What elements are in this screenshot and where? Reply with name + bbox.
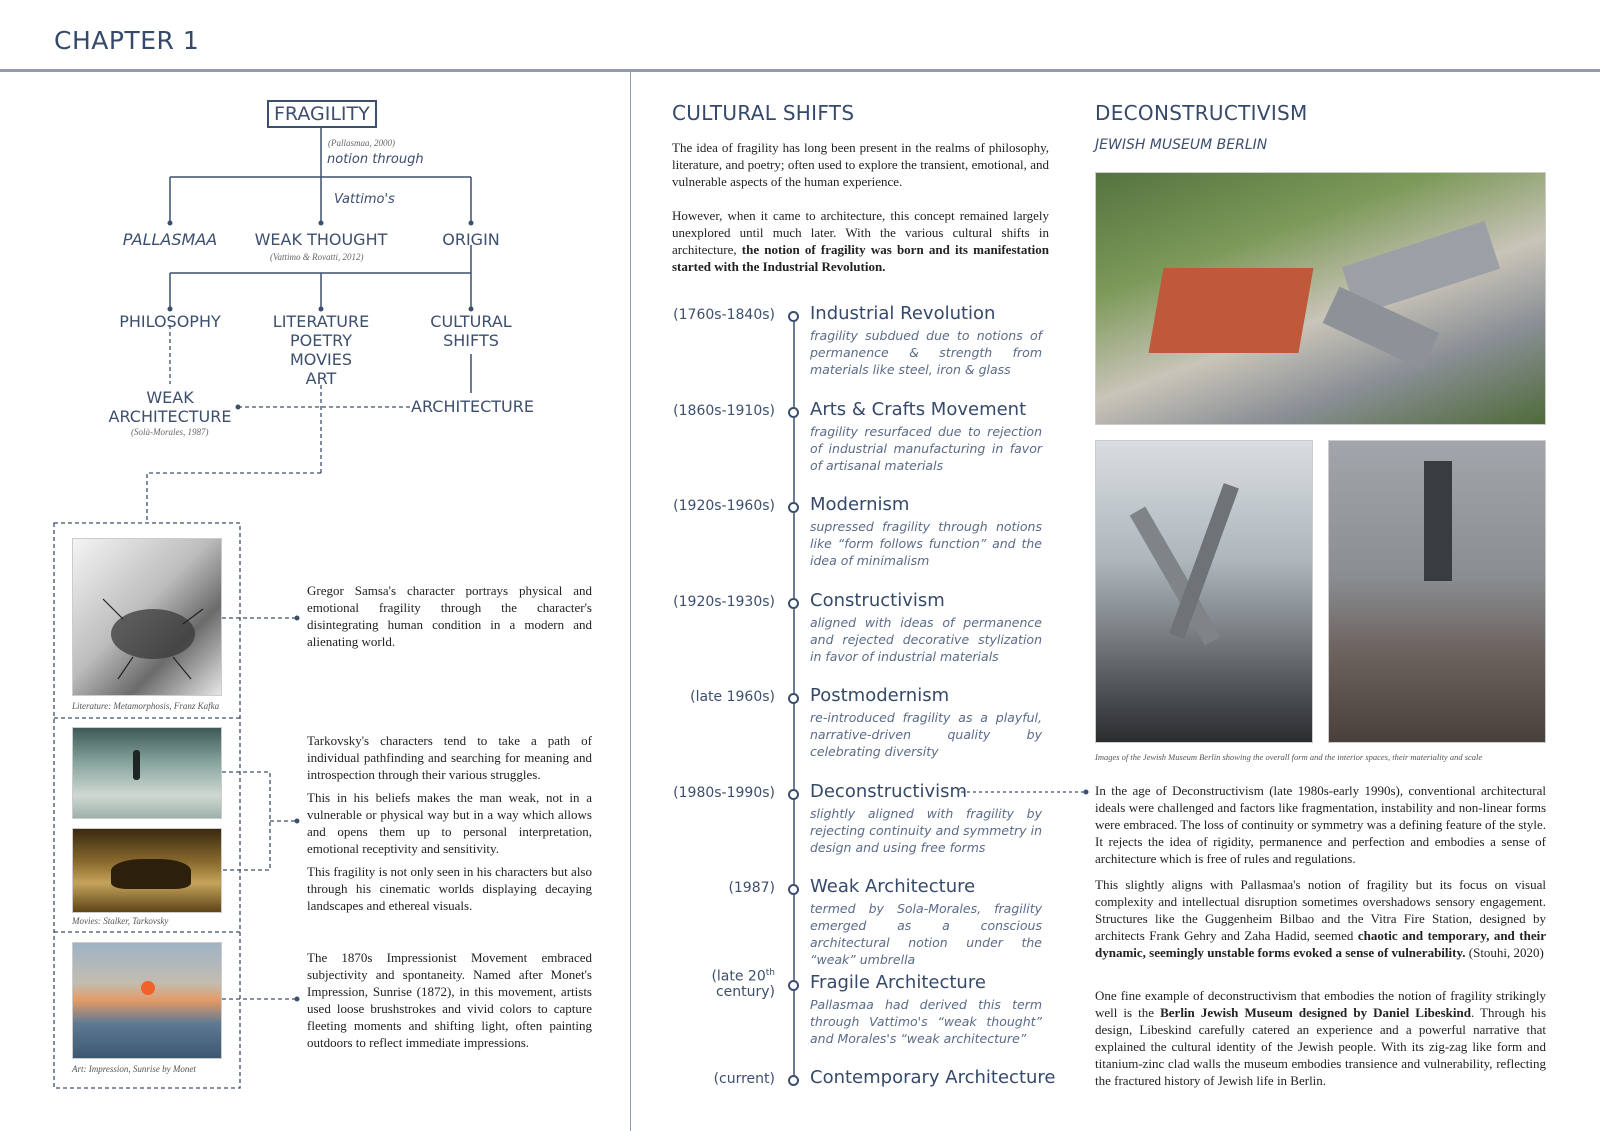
stalker-still-fog-image (72, 727, 222, 819)
timeline-description: fragility subdued due to notions of permanence & strength from materials like steel, iron & glass (810, 328, 1042, 377)
example-caption-stalker: Movies: Stalker, Tarkovsky (72, 916, 169, 926)
timeline-title: Industrial Revolution (810, 303, 996, 324)
timeline-date: (1980s-1990s) (673, 784, 775, 801)
stalker-still-dog-image (72, 828, 222, 913)
mindmap-root-fragility: FRAGILITY (267, 100, 377, 128)
tarkovsky-description-1: Tarkovsky's characters tend to take a path of individual pathfinding and searching for meaning and introspection through their various struggles. (307, 733, 592, 782)
timeline-date: (1987) (728, 880, 775, 896)
jewish-museum-aerial-image (1095, 172, 1546, 425)
timeline-marker-icon (788, 980, 799, 991)
cultural-shifts-paragraph: However, when it came to architecture, this concept remained largely unexplored until much later. With the various cultural shifts in architecture, the notion of fragility was born and its manifestation started with the Industrial Revolution. (672, 208, 1050, 274)
node-architecture: ARCHITECTURE (411, 397, 534, 416)
deconstructivism-paragraph-3: One fine example of deconstructivism that embodies the notion of fragility strikingly well is the Berlin Jewish Museum designed by Daniel Libeskind. Through his design, Libeskind carefully catered an experience and a powerful narrative that explained the cultural identity of the Jewish people. With its zig-zag like form and titanium-zinc clad walls the museum embodies transience and vulnerability, reflecting the fractured history of Jewish life in Berlin. (1095, 988, 1547, 1088)
timeline-title: Arts & Crafts Movement (810, 398, 1027, 420)
jewish-museum-subtitle: JEWISH MUSEUM BERLIN (1095, 137, 1268, 153)
timeline-description: slightly aligned with fragility by rejecting continuity and symmetry in design and using free forms (810, 805, 1042, 855)
timeline-description: Pallasmaa had derived this term through Vattimo's “weak thought” and Morales's “weak architecture” (810, 996, 1042, 1046)
node-weak-thought: WEAK THOUGHT (254, 230, 388, 249)
jewish-museum-staircase-image (1095, 440, 1313, 743)
deconstructivism-title: DECONSTRUCTIVISM (1095, 101, 1308, 125)
tarkovsky-description-3: This fragility is not only seen in his characters but also through his cinematic worlds displaying decaying landscapes and ethereal visuals. (307, 864, 592, 913)
timeline-marker-icon (788, 502, 799, 513)
timeline-title: Contemporary Architecture (810, 1067, 1056, 1088)
root-note: notion through (327, 152, 424, 167)
timeline-date: (current) (713, 1071, 775, 1087)
timeline-title: Modernism (810, 494, 910, 515)
timeline-description: aligned with ideas of permanence and rejected decorative stylization in favor of industrial materials (810, 614, 1042, 664)
timeline-date: (1920s-1960s) (673, 498, 775, 514)
timeline-date: (1860s-1910s) (673, 402, 775, 419)
cultural-shifts-intro: The idea of fragility has long been present in the realms of philosophy, literature, and poetry; often used to explore the transient, emotional, and vulnerable aspects of the human experience. (672, 140, 1049, 189)
timeline-marker-icon (788, 598, 799, 609)
vattimo-note: Vattimo's (334, 192, 395, 207)
timeline-date: (1920s-1930s) (673, 593, 775, 610)
page-title: CHAPTER 1 (54, 26, 200, 55)
timeline-date: (late 20th century) (711, 967, 775, 1001)
kafka-illustration-image (72, 538, 222, 696)
jewish-museum-caption: Images of the Jewish Museum Berlin showing the overall form and the interior spaces, their materiality and scale (1095, 752, 1483, 762)
cultural-shifts-title: CULTURAL SHIFTS (672, 101, 855, 125)
timeline-marker-icon (788, 1075, 799, 1086)
timeline-description: fragility resurfaced due to rejection of industrial manufacturing in favor of artisanal materials (810, 423, 1042, 473)
weak-thought-citation: (Vattimo & Rovatti, 2012) (270, 252, 364, 262)
timeline-marker-icon (788, 693, 799, 704)
timeline-title: Fragile Architecture (810, 971, 986, 993)
jewish-museum-shalekhet-image (1328, 440, 1546, 743)
timeline-marker-icon (788, 311, 799, 322)
deconstructivism-paragraph-1: In the age of Deconstructivism (late 1980s-early 1990s), conventional architectural ideals were challenged and factors like fragmentation, instability and non-linear forms were embraced. The loss of continuity or symmetry was a defining feature of the style. It rejects the idea of rigidity, permanence and perfection and embodies a sense of architecture which is free of rules and regulations. (1095, 783, 1547, 866)
root-citation: (Pallasmaa, 2000) (328, 138, 395, 148)
timeline-title: Postmodernism (810, 685, 950, 706)
timeline-marker-icon (788, 407, 799, 418)
timeline-marker-icon (788, 789, 799, 800)
timeline-description: termed by Sola-Morales, fragility emerged as a conscious architectural notion under the “weak” umbrella (810, 901, 1042, 967)
node-literature-group: LITERATURE POETRY MOVIES ART (272, 312, 370, 388)
node-weak-architecture: WEAK ARCHITECTURE (108, 388, 232, 426)
deconstructivism-paragraph-2: This slightly aligns with Pallasmaa's notion of fragility but its focus on visual complexity and intellectual disruption sometimes overshadows sensory engagement. Structures like the Guggenheim Bilbao and the Vitra Fire Station, designed by architects Frank Gehry and Zaha Hadid, seemed chaotic and temporary, and their dynamic, seemingly unstable forms evoked a sense of vulnerability. (Stouhi, 2020) (1095, 877, 1546, 960)
monet-impression-sunrise-image (72, 942, 222, 1059)
timeline-title: Deconstructivism (810, 780, 968, 802)
timeline-date: (late 1960s) (690, 689, 775, 705)
timeline-title: Weak Architecture (810, 876, 976, 897)
node-pallasmaa: PALLASMAA (122, 230, 218, 249)
tarkovsky-description-2: This in his beliefs makes the man weak, not in a vulnerable or physical way but in a way which allows and opens them up to personal interpretation, emotional receptivity and sensitivity. (307, 790, 592, 856)
kafka-description: Gregor Samsa's character portrays physical and emotional fragility through the character's disintegrating human condition in a modern and alienating world. (307, 583, 592, 649)
node-philosophy: PHILOSOPHY (119, 312, 221, 331)
timeline-date: (1760s-1840s) (673, 307, 775, 323)
timeline-description: supressed fragility through notions like “form follows function” and the idea of minimalism (810, 519, 1042, 568)
timeline-marker-icon (788, 884, 799, 895)
timeline-title: Constructivism (810, 589, 945, 611)
node-cultural-shifts: CULTURAL SHIFTS (430, 312, 512, 350)
beetle-icon (73, 539, 222, 696)
weak-architecture-citation: (Solà-Morales, 1987) (131, 427, 209, 437)
example-caption-kafka: Literature: Metamorphosis, Franz Kafka (72, 701, 220, 711)
node-origin: ORIGIN (442, 230, 500, 249)
impressionism-description: The 1870s Impressionist Movement embraced subjectivity and spontaneity. Named after Monet's Impression, Sunrise (1872), in this movement, artists used loose brushstrokes and vivid colors to capture fleeting moments and shifting light, often painting outdoors to reflect immediate impressions. (307, 950, 592, 1050)
example-caption-monet: Art: Impression, Sunrise by Monet (72, 1064, 196, 1074)
timeline-description: re-introduced fragility as a playful, narrative-driven quality by celebrating diversity (810, 710, 1042, 759)
